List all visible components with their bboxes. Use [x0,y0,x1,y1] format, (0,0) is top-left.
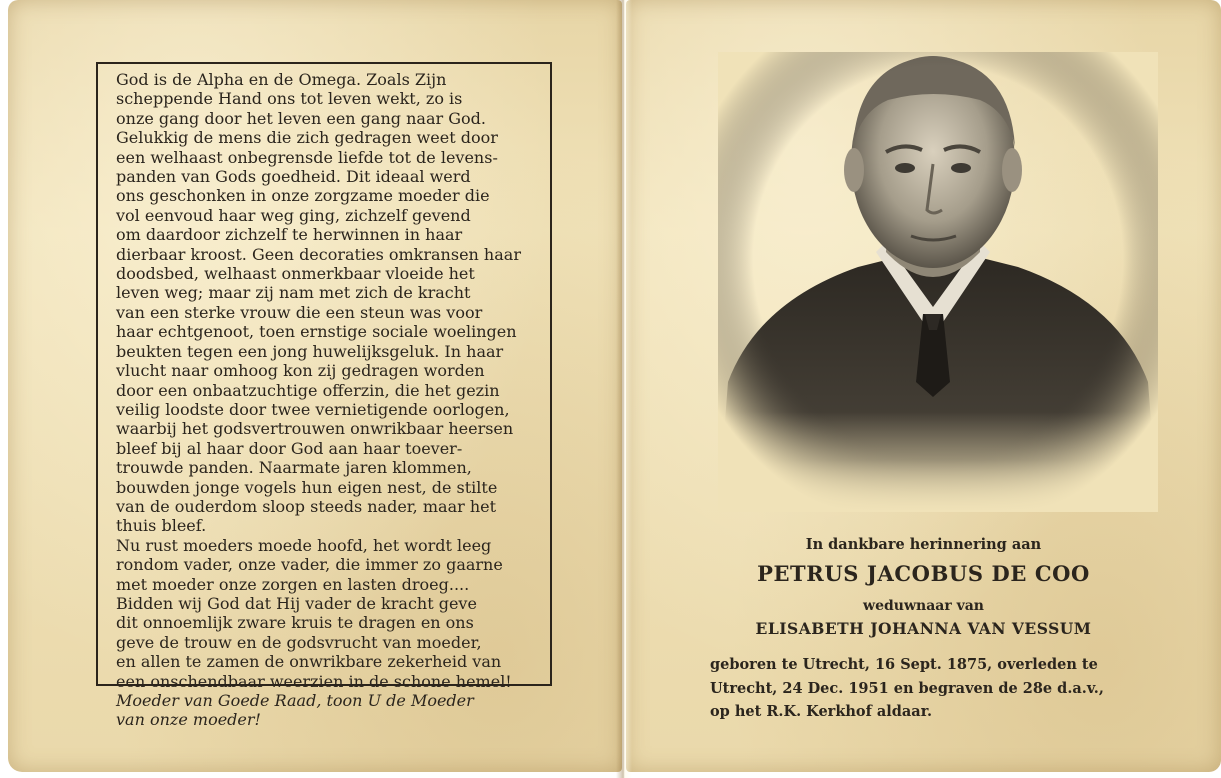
text-line: haar echtgenoot, toen ernstige sociale woelingen [116,322,517,342]
details-line: geboren te Utrecht, 16 Sept. 1875, overleden te [710,656,1098,673]
text-line: geve de trouw en de godsvrucht van moeder, [116,632,482,652]
text-line: Gelukkig de mens die zich gedragen weet door [116,128,498,148]
text-line: onze gang door het leven een gang naar God. [116,108,486,128]
text-line: waarbij het godsvertrouwen onwrikbaar heersen [116,419,514,439]
text-line: rondom vader, onze vader, die immer zo gaarne [116,555,503,575]
text-line: God is de Alpha en de Omega. Zoals Zijn [116,70,447,89]
text-line: vlucht naar omhoog kon zij gedragen worden [116,361,485,381]
text-line: trouwde panden. Naarmate jaren klommen, [116,458,472,478]
text-line: vol eenvoud haar weg ging, zichzelf gevend [116,205,471,225]
text-line: door een onbaatzuchtige offerzin, die het gezin [116,380,500,400]
text-line: leven weg; maar zij nam met zich de kracht [116,283,471,303]
text-line: Bidden wij God dat Hij vader de kracht geve [116,593,477,613]
text-line: dierbaar kroost. Geen decoraties omkransen haar [116,244,521,264]
spouse-name: ELISABETH JOHANNA VAN VESSUM [755,619,1092,638]
closing-prayer-line: van onze moeder! [116,710,261,730]
text-line: Nu rust moeders moede hoofd, het wordt leeg [116,535,492,555]
text-line: om daardoor zichzelf te herwinnen in haar [116,225,463,245]
text-line: een welhaast onbegrensde liefde tot de levens- [116,147,498,167]
text-line: doodsbed, welhaast onmerkbaar vloeide het [116,264,475,284]
relation-text: weduwnaar van [863,598,984,614]
details-line: op het R.K. Kerkhof aldaar. [710,703,933,720]
text-line: scheppende Hand ons tot leven wekt, zo is [116,89,463,109]
text-line: thuis bleef. [116,516,207,536]
life-details [710,653,1142,724]
deceased-name: PETRUS JACOBUS DE COO [757,561,1090,586]
text-line: een onschendbaar weerzien in de schone hemel! [116,671,512,691]
text-line: veilig loodste door twee vernietigende oorlogen, [116,399,510,419]
text-line: met moeder onze zorgen en lasten droeg.... [116,574,470,594]
text-line: ons geschonken in onze zorgzame moeder die [116,186,490,206]
memorial-text [116,70,542,730]
text-line: bouwden jonge vogels hun eigen nest, de stilte [116,477,498,497]
text-line: en allen te zamen de onwrikbare zekerheid van [116,652,502,672]
closing-prayer-line: Moeder van Goede Raad, toon U de Moeder [116,691,474,710]
intro-text: In dankbare herinnering aan [805,536,1042,553]
text-line: van een sterke vrouw die een steun was voor [116,302,483,322]
portrait-photo [718,52,1158,512]
text-line: dit onnoemlijk zware kruis te dragen en ons [116,613,474,633]
text-line: bleef bij al haar door God aan haar toever- [116,438,463,458]
card-fold [616,0,632,778]
details-line: Utrecht, 24 Dec. 1951 en begraven de 28e d.a.v., [710,679,1104,697]
text-line: van de ouderdom sloop steeds nader, maar het [116,496,497,516]
text-line: beukten tegen een jong huwelijksgeluk. In haar [116,341,504,361]
text-line: panden van Gods goedheid. Dit ideaal werd [116,167,471,187]
